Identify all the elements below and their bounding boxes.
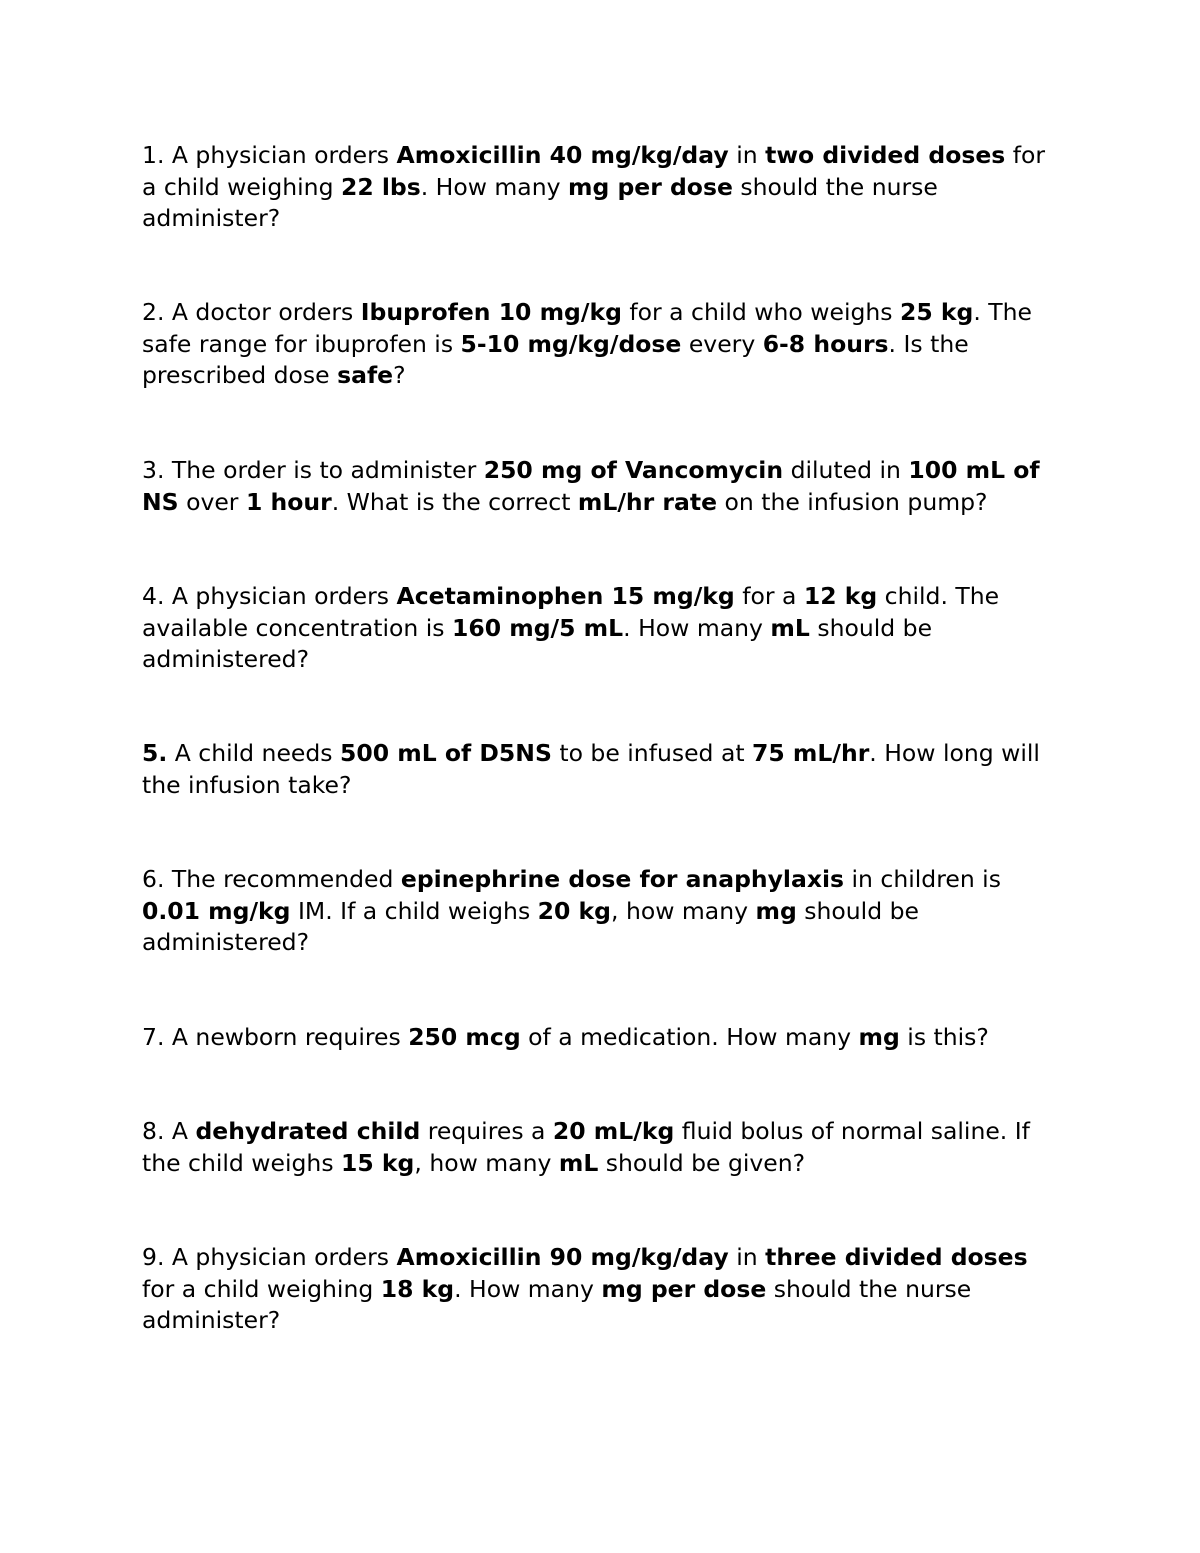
emphasized-text: 1 hour [245,487,332,516]
emphasized-text: mg [858,1023,900,1051]
emphasized-text: 22 lbs [340,172,421,201]
question-text: should the nurse administer? [142,172,938,232]
question-text: of a medication. How many [520,1023,859,1051]
emphasized-text: 6-8 hours [762,329,889,358]
question-text: requires a [420,1117,553,1145]
question-text: . How many [623,613,771,642]
question-text: , how many [414,1148,559,1177]
question-text: in [728,141,766,169]
emphasized-text: mL [770,613,810,642]
emphasized-text: 20 kg [537,896,612,925]
question-text: . How long will the infusion take? [142,739,1040,799]
question-text: should the nurse administer? [142,1274,972,1334]
emphasized-text: 500 mL of D5NS [340,739,552,767]
emphasized-text: 25 kg [900,298,974,326]
emphasized-text: 5-10 mg/kg/dose [460,329,682,358]
question-9 [142,1242,1057,1337]
question-text: for a [734,582,804,610]
question-text: IM. If a child weighs [290,896,538,925]
question-text: on the infusion pump? [717,487,988,516]
question-text: . How many [420,172,568,201]
question-text: for a child weighing [142,141,1046,201]
question-text: in [728,1243,766,1271]
emphasized-text: Ibuprofen 10 mg/kg [360,298,622,326]
question-text: . How many [454,1274,602,1303]
question-6 [142,864,1057,959]
emphasized-text: 20 mL/kg [552,1117,675,1145]
question-5 [142,738,1057,801]
question-1 [142,140,1057,235]
question-text: 7. A newborn requires [142,1023,409,1051]
question-text: 4. A physician orders [142,582,397,610]
question-text: should be administered? [142,613,933,673]
question-text: 8. A [142,1117,196,1145]
emphasized-text: safe [337,361,394,389]
question-text: to be infused at [551,739,753,767]
emphasized-text: 160 mg/5 mL [452,613,624,642]
question-text: over [178,487,246,516]
emphasized-text: mg per dose [567,172,733,201]
question-text: for a child weighing [142,1274,381,1303]
question-text: . Is the prescribed dose [142,329,969,389]
question-text: 3. The order is to administer [142,456,484,484]
question-text: is this? [899,1023,989,1051]
question-text: fluid bolus of normal saline. If the child weighs [142,1117,1030,1177]
question-text: should be given? [598,1148,806,1177]
emphasized-text: 0.01 mg/kg [142,896,291,925]
question-text: . What is the correct [331,487,578,516]
emphasized-text: epinephrine dose for anaphylaxis [400,865,845,893]
question-text: in children is [844,865,1001,893]
emphasized-text: 18 kg [380,1274,455,1303]
emphasized-text: 75 mL/hr [752,739,870,767]
emphasized-text: 12 kg [803,582,878,610]
question-text: , how many [611,896,756,925]
emphasized-text: mg per dose [601,1274,767,1303]
emphasized-text: Amoxicillin 90 mg/kg/day [396,1243,729,1271]
question-text: ? [393,361,406,389]
question-3 [142,455,1057,518]
question-text: child. The available concentration is [142,582,1000,642]
emphasized-text: 5. [142,739,168,767]
question-text: 1. A physician orders [142,141,397,169]
emphasized-text: mL/hr rate [577,487,718,516]
emphasized-text: 15 kg [341,1148,415,1177]
emphasized-text: mL [558,1148,599,1177]
emphasized-text: Acetaminophen 15 mg/kg [396,582,735,610]
question-text: . The safe range for ibuprofen is [142,298,1032,358]
emphasized-text: dehydrated child [195,1117,421,1145]
question-2 [142,297,1057,392]
question-text: diluted in [783,456,909,484]
question-4 [142,581,1057,676]
question-text: 9. A physician orders [142,1243,397,1271]
emphasized-text: two divided doses [765,141,1006,169]
emphasized-text: 250 mg of Vancomycin [483,456,784,484]
question-text: A child needs [167,739,340,767]
question-text: should be administered? [142,896,919,956]
emphasized-text: 250 mcg [408,1023,521,1051]
question-text: for a child who weighs [621,298,900,326]
question-text: 2. A doctor orders [142,298,361,326]
question-7 [142,1022,1057,1054]
emphasized-text: three divided doses [765,1243,1028,1271]
emphasized-text: Amoxicillin 40 mg/kg/day [396,141,729,169]
emphasized-text: mg [755,896,797,925]
question-8 [142,1116,1057,1179]
question-text: every [681,329,763,358]
question-text: 6. The recommended [142,865,401,893]
emphasized-text: 100 mL of NS [142,456,1040,516]
